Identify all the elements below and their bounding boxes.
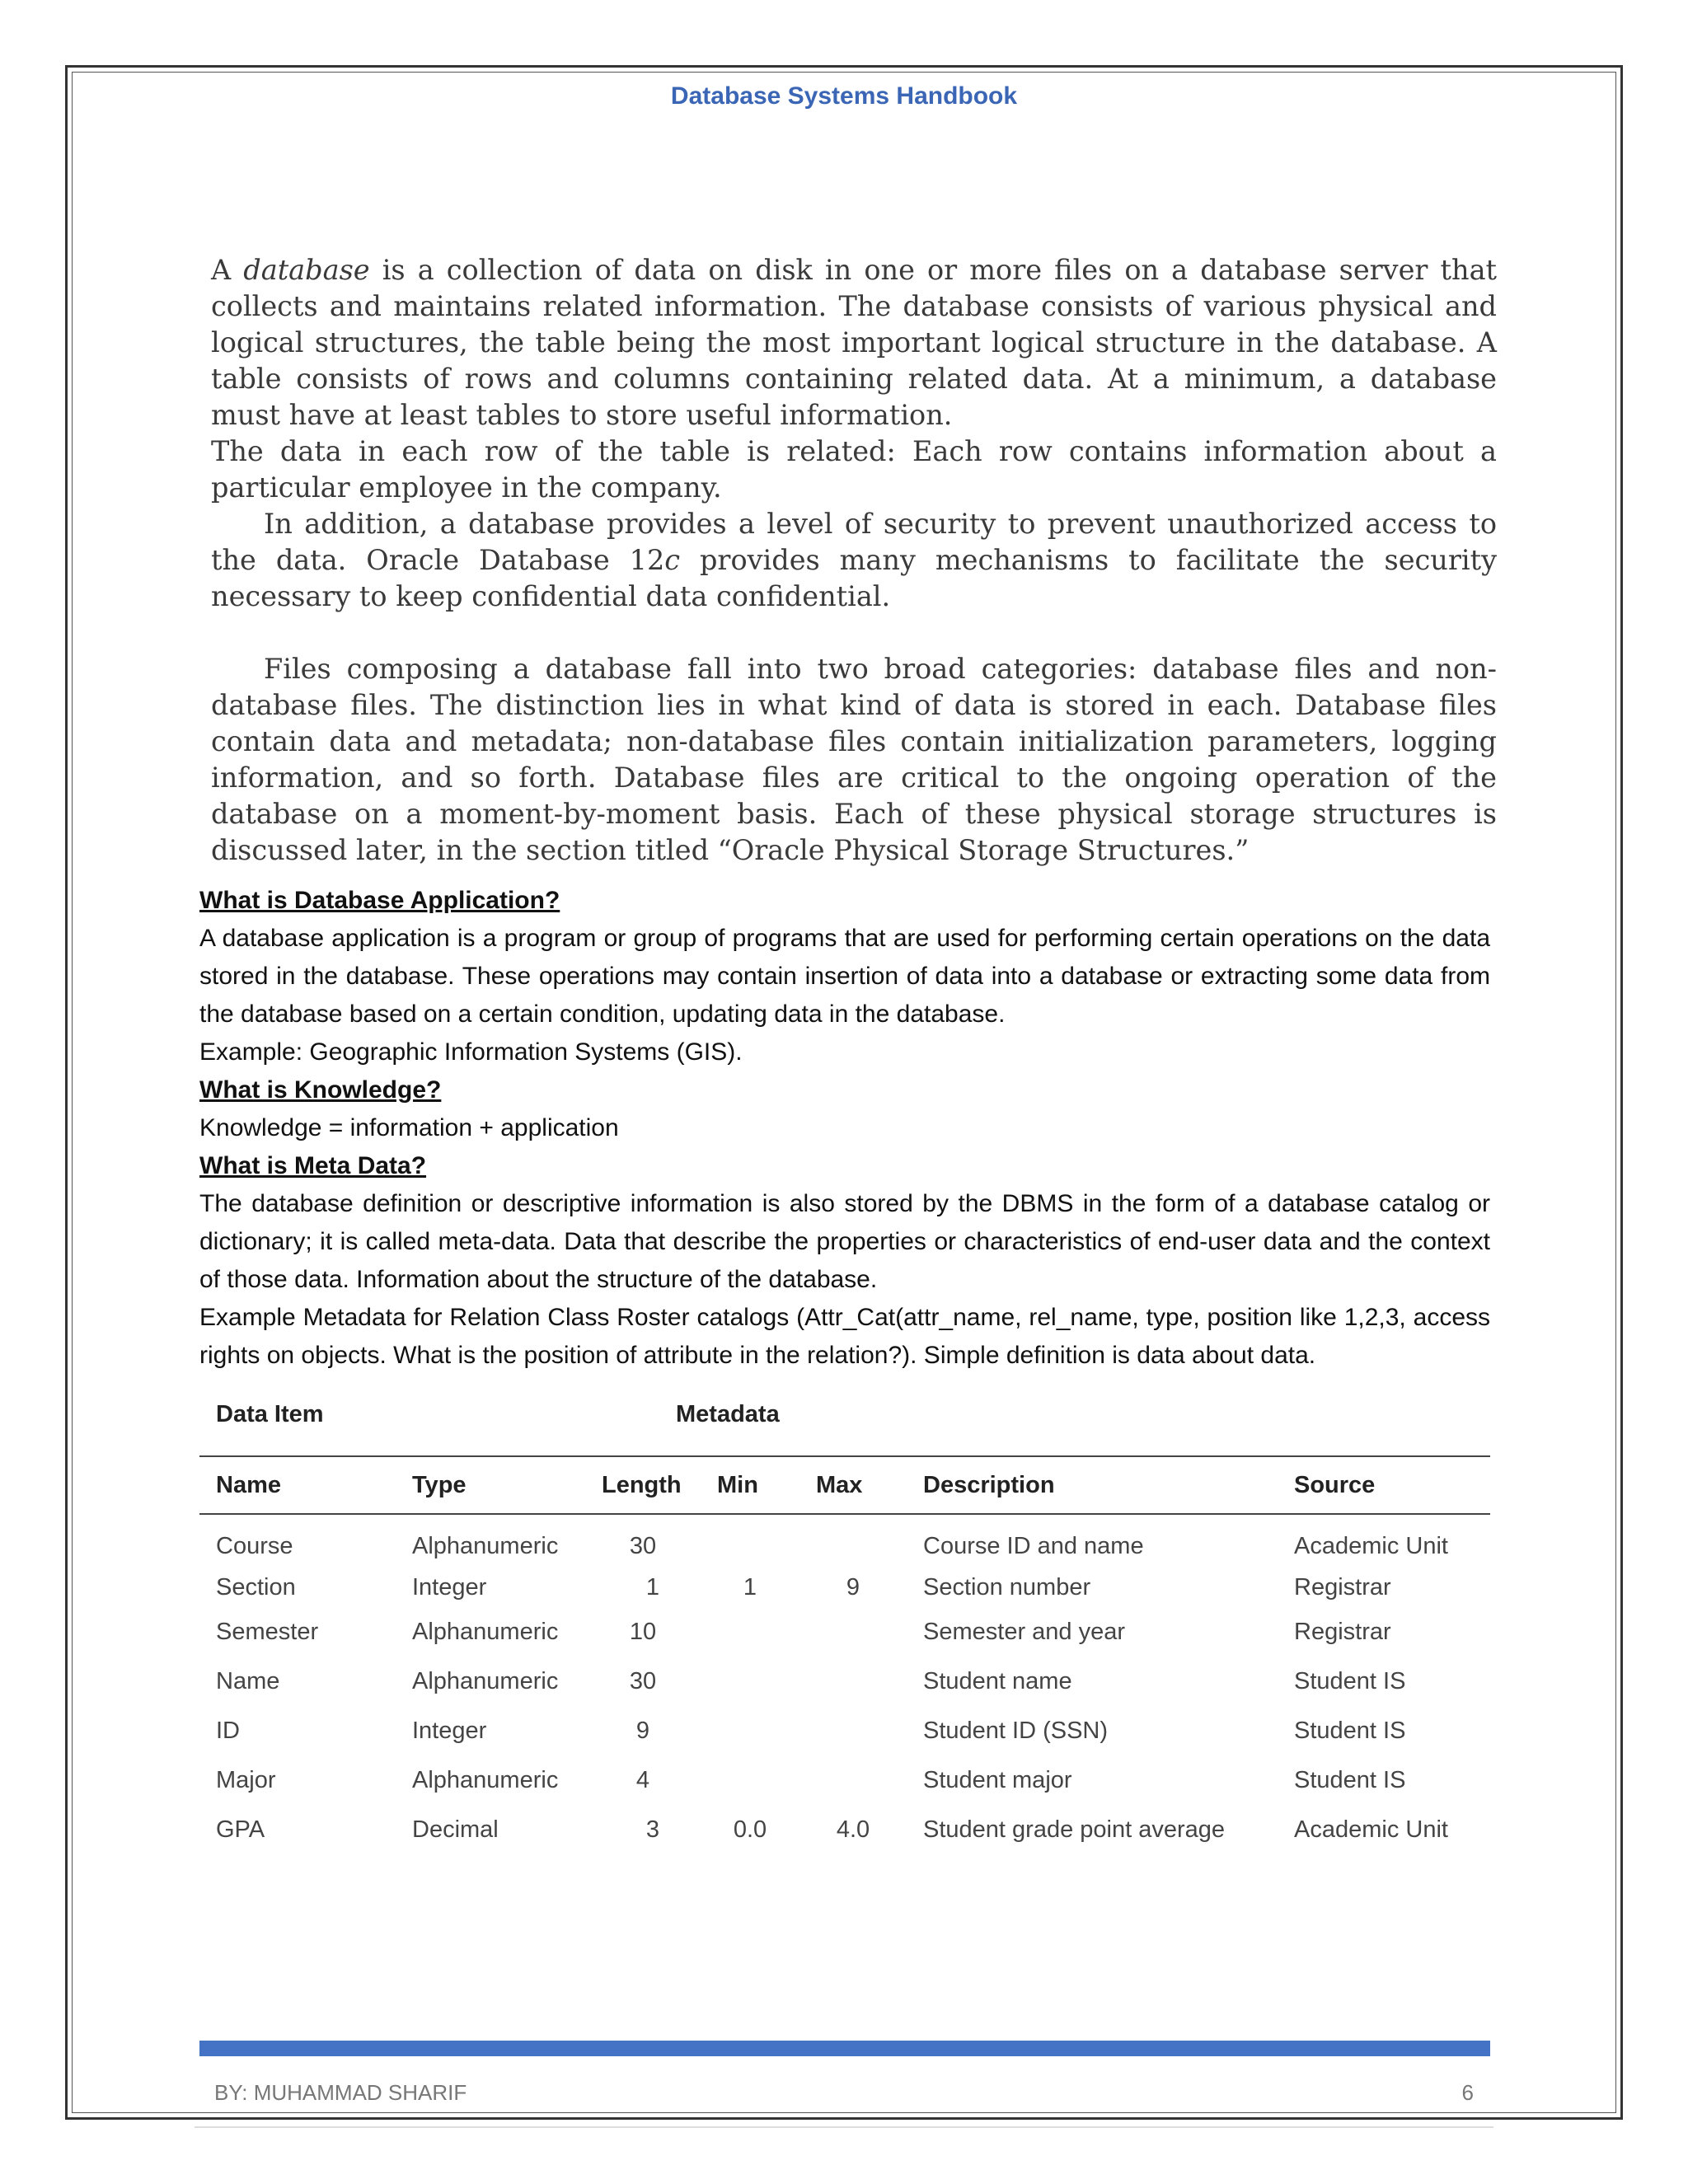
cell-source: Academic Unit bbox=[1294, 1816, 1448, 1843]
cell-name: Course bbox=[216, 1532, 293, 1559]
col-length: Length bbox=[585, 1456, 701, 1514]
cell-name: GPA bbox=[216, 1816, 265, 1843]
cell-source: Student IS bbox=[1294, 1717, 1406, 1744]
paragraph-application-example: Example: Geographic Information Systems (GIS). bbox=[199, 1038, 743, 1066]
cell-name: Section bbox=[216, 1573, 296, 1601]
cell-length: 3 bbox=[645, 1816, 659, 1843]
scanned-excerpt bbox=[211, 252, 1497, 869]
cell-type: Alphanumeric bbox=[412, 1532, 559, 1559]
scanned-paragraph-4: Files composing a database fall into two broad categories: database files and non-database files. The distinction lies in what kind of data is stored in each. Database files contain data and metadata; non-database files contain initialization parameters, logging information, and so forth. Database files are critical to the ongoing operation of the database on a moment-by-moment basis. Each of these physical storage structures is discussed later, in the section titled “Oracle Physical Storage Structures.” bbox=[211, 653, 1497, 866]
paragraph-meta-example: Example Metadata for Relation Class Roster catalogs (Attr_Cat(attr_name, rel_name, type, position like 1,2,3, access rights on objects. What is the position of attribute in the relation?). Simple definition is data about data. bbox=[199, 1304, 1490, 1369]
col-description: Description bbox=[907, 1456, 1278, 1514]
scanned-paragraph-2: The data in each row of the table is related: Each row contains information about a particular employee in the company. bbox=[211, 435, 1497, 504]
cell-source: Student IS bbox=[1294, 1766, 1406, 1793]
cell-description: Student name bbox=[923, 1667, 1072, 1694]
cell-min bbox=[701, 1706, 799, 1755]
cell-max bbox=[799, 1657, 907, 1706]
page-number: 6 bbox=[1461, 2080, 1474, 2105]
cell-description: Semester and year bbox=[923, 1618, 1126, 1645]
cell-max bbox=[799, 1755, 907, 1805]
table-row bbox=[199, 1568, 1490, 1607]
cell-name: Semester bbox=[216, 1618, 319, 1645]
metadata-table bbox=[199, 1401, 1490, 1854]
page-header-title: Database Systems Handbook bbox=[670, 82, 1018, 110]
cell-source: Registrar bbox=[1294, 1573, 1391, 1601]
cell-type: Decimal bbox=[412, 1816, 499, 1843]
col-source: Source bbox=[1278, 1456, 1490, 1514]
group-data-item: Data Item bbox=[216, 1401, 324, 1427]
cell-min bbox=[701, 1607, 799, 1657]
cell-max: 4.0 bbox=[836, 1816, 870, 1843]
cell-description: Section number bbox=[923, 1573, 1091, 1601]
table-column-header bbox=[199, 1456, 1490, 1514]
cell-name: Name bbox=[216, 1667, 280, 1694]
cell-type: Alphanumeric bbox=[412, 1766, 559, 1793]
cell-length: 10 bbox=[629, 1618, 657, 1645]
col-max: Max bbox=[799, 1456, 907, 1514]
footer-divider bbox=[195, 2126, 1493, 2128]
heading-meta-data: What is Meta Data? bbox=[199, 1152, 427, 1179]
heading-knowledge: What is Knowledge? bbox=[199, 1076, 442, 1104]
paragraph-knowledge: Knowledge = information + application bbox=[199, 1114, 619, 1141]
col-type: Type bbox=[396, 1456, 585, 1514]
footer-accent-bar bbox=[199, 2041, 1490, 2056]
cell-length: 4 bbox=[635, 1766, 650, 1793]
cell-max bbox=[799, 1706, 907, 1755]
cell-type: Alphanumeric bbox=[412, 1618, 559, 1645]
table-row bbox=[199, 1607, 1490, 1657]
cell-min bbox=[701, 1755, 799, 1805]
cell-min bbox=[701, 1514, 799, 1568]
scanned-paragraph-1: A database is a collection of data on disk in one or more files on a database server that collects and maintains related information. The database consists of various physical and logical structures, the table being the most important logical structure in the database. A table consists of rows and columns containing related data. At a minimum, a database must have at least tables to store useful information. bbox=[211, 254, 1497, 431]
cell-length: 30 bbox=[629, 1667, 657, 1694]
cell-min bbox=[701, 1657, 799, 1706]
cell-max bbox=[799, 1514, 907, 1568]
cell-source: Academic Unit bbox=[1294, 1532, 1448, 1559]
cell-source: Registrar bbox=[1294, 1618, 1391, 1645]
body-text bbox=[199, 882, 1490, 1375]
cell-max bbox=[799, 1607, 907, 1657]
term-database: database bbox=[243, 254, 370, 286]
paragraph-meta-data: The database definition or descriptive information is also stored by the DBMS in the form of a database catalog or dictionary; it is called meta-data. Data that describe the properties or characteristics of end-user data and the context of those data. Information about the structure of the database. bbox=[199, 1190, 1490, 1293]
scanned-paragraph-3: In addition, a database provides a level of security to prevent unauthorized access to the data. Oracle Database 12c provides many mechanisms to facilitate the security necessary to keep confidential data confidential. bbox=[211, 508, 1497, 612]
table-row bbox=[199, 1657, 1490, 1706]
cell-min: 1 bbox=[743, 1573, 757, 1601]
heading-database-application: What is Database Application? bbox=[199, 887, 560, 914]
cell-type: Integer bbox=[412, 1717, 487, 1744]
cell-length: 1 bbox=[645, 1573, 659, 1601]
group-metadata: Metadata bbox=[676, 1401, 780, 1427]
paragraph-database-application: A database application is a program or group of programs that are used for performing certain operations on the data stored in the database. These operations may contain insertion of data into a database or extracting some data from the database based on a certain condition, updating data in the database. bbox=[199, 925, 1490, 1028]
cell-source: Student IS bbox=[1294, 1667, 1406, 1694]
cell-description: Student ID (SSN) bbox=[923, 1717, 1109, 1744]
cell-name: Major bbox=[216, 1766, 276, 1793]
table-group-header bbox=[199, 1401, 1490, 1456]
cell-type: Alphanumeric bbox=[412, 1667, 559, 1694]
cell-length: 30 bbox=[629, 1532, 657, 1559]
cell-name: ID bbox=[216, 1717, 240, 1744]
table-row bbox=[199, 1805, 1490, 1854]
cell-description: Student grade point average bbox=[923, 1816, 1225, 1843]
cell-description: Student major bbox=[923, 1766, 1072, 1793]
metadata-table-container bbox=[199, 1401, 1490, 1854]
table-row bbox=[199, 1514, 1490, 1568]
term-12c: c bbox=[664, 544, 681, 576]
cell-description: Course ID and name bbox=[923, 1532, 1144, 1559]
cell-length: 9 bbox=[635, 1717, 650, 1744]
table-row bbox=[199, 1706, 1490, 1755]
cell-min: 0.0 bbox=[733, 1816, 767, 1843]
col-min: Min bbox=[701, 1456, 799, 1514]
footer-author: BY: MUHAMMAD SHARIF bbox=[214, 2080, 467, 2105]
table-row bbox=[199, 1755, 1490, 1805]
cell-max: 9 bbox=[846, 1573, 860, 1601]
col-name: Name bbox=[199, 1456, 396, 1514]
cell-type: Integer bbox=[412, 1573, 487, 1601]
